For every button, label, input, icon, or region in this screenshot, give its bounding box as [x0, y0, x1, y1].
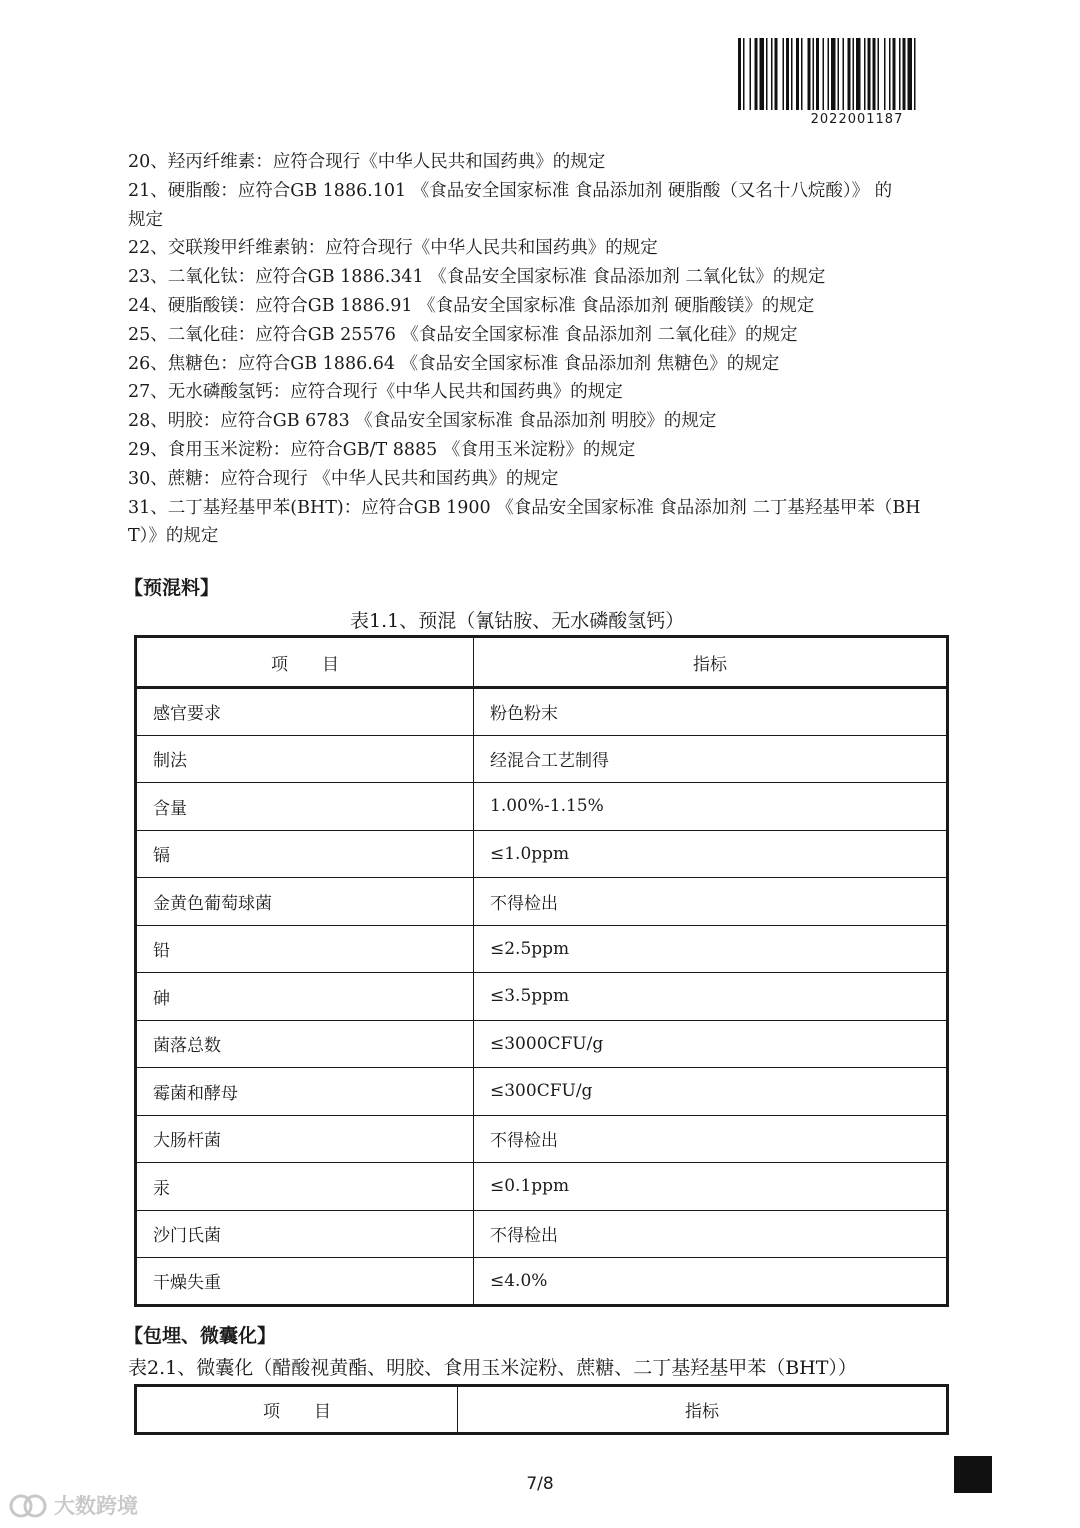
item-cell: 霉菌和酵母 [136, 1068, 474, 1116]
indicator-cell: ≤3.5ppm [474, 973, 948, 1021]
item-cell: 汞 [136, 1163, 474, 1211]
spec-line: 30、蔗糖：应符合现行 《中华人民共和国药典》的规定 [128, 468, 559, 489]
barcode-bar [738, 38, 741, 110]
barcode-bar [893, 38, 896, 110]
indicator-cell: 不得检出 [474, 1115, 948, 1163]
indicator-cell: 经混合工艺制得 [474, 735, 948, 783]
table-header-row [136, 637, 948, 688]
microencap-table-caption: 表2.1、微囊化（醋酸视黄酯、明胶、食用玉米淀粉、蔗糖、二丁基羟基甲苯（BHT）） [128, 1357, 857, 1379]
indicator-cell: ≤1.0ppm [474, 830, 948, 878]
premix-section-title: 【预混料】 [124, 577, 220, 599]
item-cell: 制法 [136, 735, 474, 783]
barcode-bar [853, 38, 855, 110]
header-item: 项 目 [136, 637, 474, 688]
item-cell: 铅 [136, 925, 474, 973]
item-cell: 沙门氏菌 [136, 1210, 474, 1258]
barcode-bar [914, 38, 916, 110]
premix-table-caption: 表1.1、预混（氰钴胺、无水磷酸氢钙） [350, 610, 685, 632]
spec-line: 29、食用玉米淀粉：应符合GB/T 8885 《食用玉米淀粉》的规定 [128, 439, 636, 460]
barcode-bar [848, 38, 851, 110]
barcode-bar [743, 38, 745, 110]
item-cell: 大肠杆菌 [136, 1115, 474, 1163]
table-row [136, 1258, 948, 1306]
barcode-bar [760, 38, 765, 110]
spec-line: 26、焦糖色：应符合GB 1886.64 《食品安全国家标准 食品添加剂 焦糖色》的规定 [128, 353, 780, 374]
item-cell: 镉 [136, 830, 474, 878]
barcode-bar [755, 38, 758, 110]
indicator-cell: 粉色粉末 [474, 688, 948, 736]
barcode [736, 38, 978, 127]
watermark [8, 1490, 138, 1520]
barcode-bar [771, 38, 773, 110]
barcode-number: 2022001187 [810, 112, 904, 127]
microencap-table [134, 1384, 949, 1435]
table-row [136, 1068, 948, 1116]
barcode-bar [796, 38, 799, 110]
spec-line: 规定 [128, 209, 163, 230]
barcode-bar [766, 38, 768, 110]
barcode-bar [873, 38, 876, 110]
table-row [136, 925, 948, 973]
indicator-cell: 不得检出 [474, 878, 948, 926]
microencap-section-title: 【包埋、微囊化】 [124, 1325, 277, 1347]
item-cell: 金黄色葡萄球菌 [136, 878, 474, 926]
table-row [136, 688, 948, 736]
barcode-bar [808, 38, 811, 110]
spec-line: 24、硬脂酸镁：应符合GB 1886.91 《食品安全国家标准 食品添加剂 硬脂酸镁》的规定 [128, 295, 815, 316]
table-row [136, 878, 948, 926]
table-row [136, 1115, 948, 1163]
indicator-cell: ≤3000CFU/g [474, 1020, 948, 1068]
indicator-cell: ≤2.5ppm [474, 925, 948, 973]
watermark-logo-icon [8, 1493, 48, 1519]
spec-line: 21、硬脂酸：应符合GB 1886.101 《食品安全国家标准 食品添加剂 硬脂酸（又名十八烷酸）》 的 [128, 180, 893, 201]
barcode-bar [908, 38, 913, 110]
barcode-bar [786, 38, 789, 110]
spec-list [128, 148, 964, 551]
indicator-cell: ≤0.1ppm [474, 1163, 948, 1211]
spec-line: 23、二氧化钛：应符合GB 1886.341 《食品安全国家标准 食品添加剂 二氧化钛》的规定 [128, 267, 826, 288]
header-item: 项 目 [136, 1386, 458, 1434]
barcode-bar [828, 38, 830, 110]
item-cell: 砷 [136, 973, 474, 1021]
item-cell: 菌落总数 [136, 1020, 474, 1068]
spec-line: 31、二丁基羟基甲苯(BHT)：应符合GB 1900 《食品安全国家标准 食品添加剂 二丁基羟基甲苯（BH [128, 497, 921, 518]
watermark-text: 大数跨境 [54, 1494, 138, 1518]
barcode-bar [864, 38, 866, 110]
spec-line: 25、二氧化硅：应符合GB 25576 《食品安全国家标准 食品添加剂 二氧化硅》的规定 [128, 324, 798, 345]
spec-line: 22、交联羧甲纤维素钠：应符合现行《中华人民共和国药典》的规定 [128, 238, 658, 259]
barcode-bar [791, 38, 793, 110]
spec-line: 20、羟丙纤维素：应符合现行《中华人民共和国药典》的规定 [128, 152, 606, 172]
barcode-bar [750, 38, 752, 110]
table-row [136, 1210, 948, 1258]
spec-line: T）》的规定 [128, 526, 219, 547]
indicator-cell: 不得检出 [474, 1210, 948, 1258]
barcode-bar [831, 38, 836, 110]
item-cell: 感官要求 [136, 688, 474, 736]
barcode-bar [801, 38, 803, 110]
table-header-row [136, 1386, 948, 1434]
item-cell: 含量 [136, 783, 474, 831]
page-number: 7/8 [526, 1474, 554, 1494]
table-row [136, 1020, 948, 1068]
spec-line: 28、明胶：应符合GB 6783 《食品安全国家标准 食品添加剂 明胶》的规定 [128, 411, 717, 432]
barcode-bar [878, 38, 880, 110]
barcode-bar [838, 38, 840, 110]
header-indicator: 指标 [458, 1386, 948, 1434]
barcode-bars [736, 38, 978, 110]
spec-line: 27、无水磷酸氢钙：应符合现行《中华人民共和国药典》的规定 [128, 382, 623, 403]
indicator-cell: 1.00%-1.15% [474, 783, 948, 831]
corner-registration-mark [954, 1456, 992, 1493]
barcode-bar [856, 38, 861, 110]
barcode-bar [903, 38, 906, 110]
barcode-bar [823, 38, 825, 110]
barcode-bar [775, 38, 778, 110]
item-cell: 干燥失重 [136, 1258, 474, 1306]
barcode-bar [889, 38, 891, 110]
barcode-bar [783, 38, 785, 110]
barcode-bar [816, 38, 819, 110]
barcode-bar [813, 38, 815, 110]
indicator-cell: ≤4.0% [474, 1258, 948, 1306]
barcode-bar [884, 38, 886, 110]
barcode-bar [899, 38, 901, 110]
premix-table [134, 635, 949, 1307]
table-row [136, 1163, 948, 1211]
table-row [136, 973, 948, 1021]
table-row [136, 783, 948, 831]
table-row [136, 735, 948, 783]
barcode-bar [868, 38, 871, 110]
barcode-bar [843, 38, 845, 110]
table-row [136, 830, 948, 878]
indicator-cell: ≤300CFU/g [474, 1068, 948, 1116]
header-indicator: 指标 [474, 637, 948, 688]
